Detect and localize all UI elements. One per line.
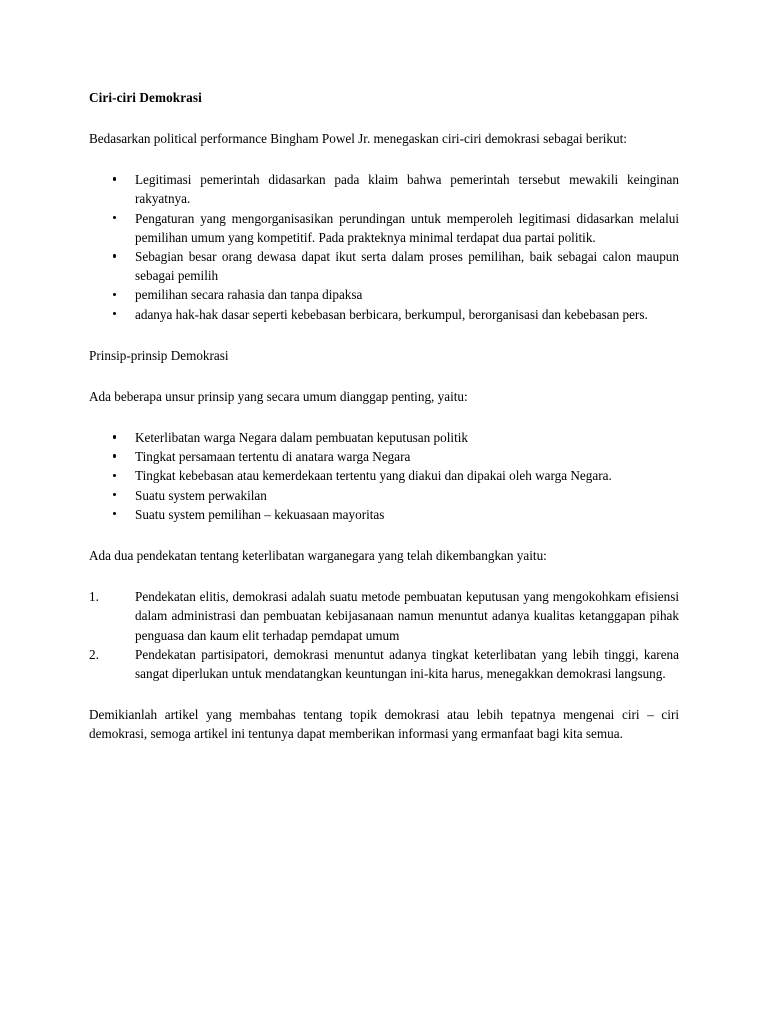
bullet-icon (113, 428, 121, 447)
list-item-text: Keterlibatan warga Negara dalam pembuatan keputusan politik (135, 430, 468, 446)
list-item (89, 247, 679, 285)
list-item (89, 209, 679, 247)
list-item-text: Suatu system pemilihan – kekuasaan mayoritas (135, 506, 385, 522)
list-item-text: Sebagian besar orang dewasa dapat ikut serta dalam proses pemilihan, baik sebagai calon maupun sebagai pemilih (135, 249, 679, 284)
prinsip-bullet-list (89, 428, 679, 524)
bullet-icon (113, 466, 121, 485)
list-item (89, 466, 679, 485)
list-number: 2. (89, 646, 99, 662)
document-body (89, 88, 679, 744)
list-item-text: pemilihan secara rahasia dan tanpa dipaksa (135, 287, 363, 303)
list-item (89, 170, 679, 208)
list-item-text: adanya hak-hak dasar seperti kebebasan berbicara, berkumpul, berorganisasi dan kebebasan pers. (135, 306, 648, 322)
ciri-bullet-list (89, 170, 679, 324)
list-item (89, 285, 679, 304)
section-heading-prinsip: Prinsip-prinsip Demokrasi (89, 347, 229, 363)
list-item-text: Pendekatan partisipatori, demokrasi menuntut adanya tingkat keterlibatan yang lebih tinggi, karena sangat diperlukan untuk mendatangkan keuntungan ini-kita harus, menegakkan demokrasi langsung. (135, 646, 679, 682)
bullet-icon (113, 247, 121, 266)
list-item-text: Pengaturan yang mengorganisasikan perundingan untuk memperoleh legitimasi didasarkan melalui pemilihan umum yang kompetitif. Pada prakteknya minimal terdapat dua partai politik. (135, 210, 679, 245)
page-title: Ciri-ciri Demokrasi (89, 90, 202, 105)
bullet-icon (113, 209, 121, 228)
bullet-icon (113, 447, 121, 466)
list-item (89, 305, 679, 324)
bullet-icon (113, 305, 121, 324)
list-item-text: Suatu system perwakilan (135, 487, 267, 503)
list-item-text: Legitimasi pemerintah didasarkan pada klaim bahwa pemerintah tersebut mewakili keinginan rakyatnya. (135, 172, 679, 207)
list-item-text: Pendekatan elitis, demokrasi adalah suatu metode pembuatan keputusan yang mengokohkam efisiensi dalam administrasi dan pembuatan kebijasanaan namun menuntut adanya kualitas ketanggapan pihak penguasa dan kaum elit terhadap pemdapat umum (135, 589, 679, 643)
bullet-icon (113, 486, 121, 505)
closing-paragraph: Demikianlah artikel yang membahas tentang topik demokrasi atau lebih tepatnya mengenai ciri – ciri demokrasi, semoga artikel ini tentunya dapat memberikan informasi yang ermanfaat bagi kita semua. (89, 707, 679, 742)
intro-paragraph: Bedasarkan political performance Bingham Powel Jr. menegaskan ciri-ciri demokrasi sebagai berikut: (89, 131, 627, 146)
bullet-icon (113, 285, 121, 304)
list-item (89, 486, 679, 505)
list-item (89, 447, 679, 466)
list-item (89, 428, 679, 447)
list-item-text: Tingkat kebebasan atau kemerdekaan tertentu yang diakui dan dipakai oleh warga Negara. (135, 468, 612, 484)
list-item-text: Tingkat persamaan tertentu di anatara warga Negara (135, 449, 411, 465)
pendekatan-intro-paragraph: Ada dua pendekatan tentang keterlibatan warganegara yang telah dikembangkan yaitu: (89, 548, 547, 564)
list-item (89, 587, 679, 645)
bullet-icon (113, 170, 121, 189)
list-item (89, 645, 679, 683)
prinsip-intro-paragraph: Ada beberapa unsur prinsip yang secara umum dianggap penting, yaitu: (89, 388, 468, 404)
pendekatan-numbered-list (89, 587, 679, 683)
list-number: 1. (89, 589, 99, 605)
list-item (89, 505, 679, 524)
bullet-icon (113, 505, 121, 524)
